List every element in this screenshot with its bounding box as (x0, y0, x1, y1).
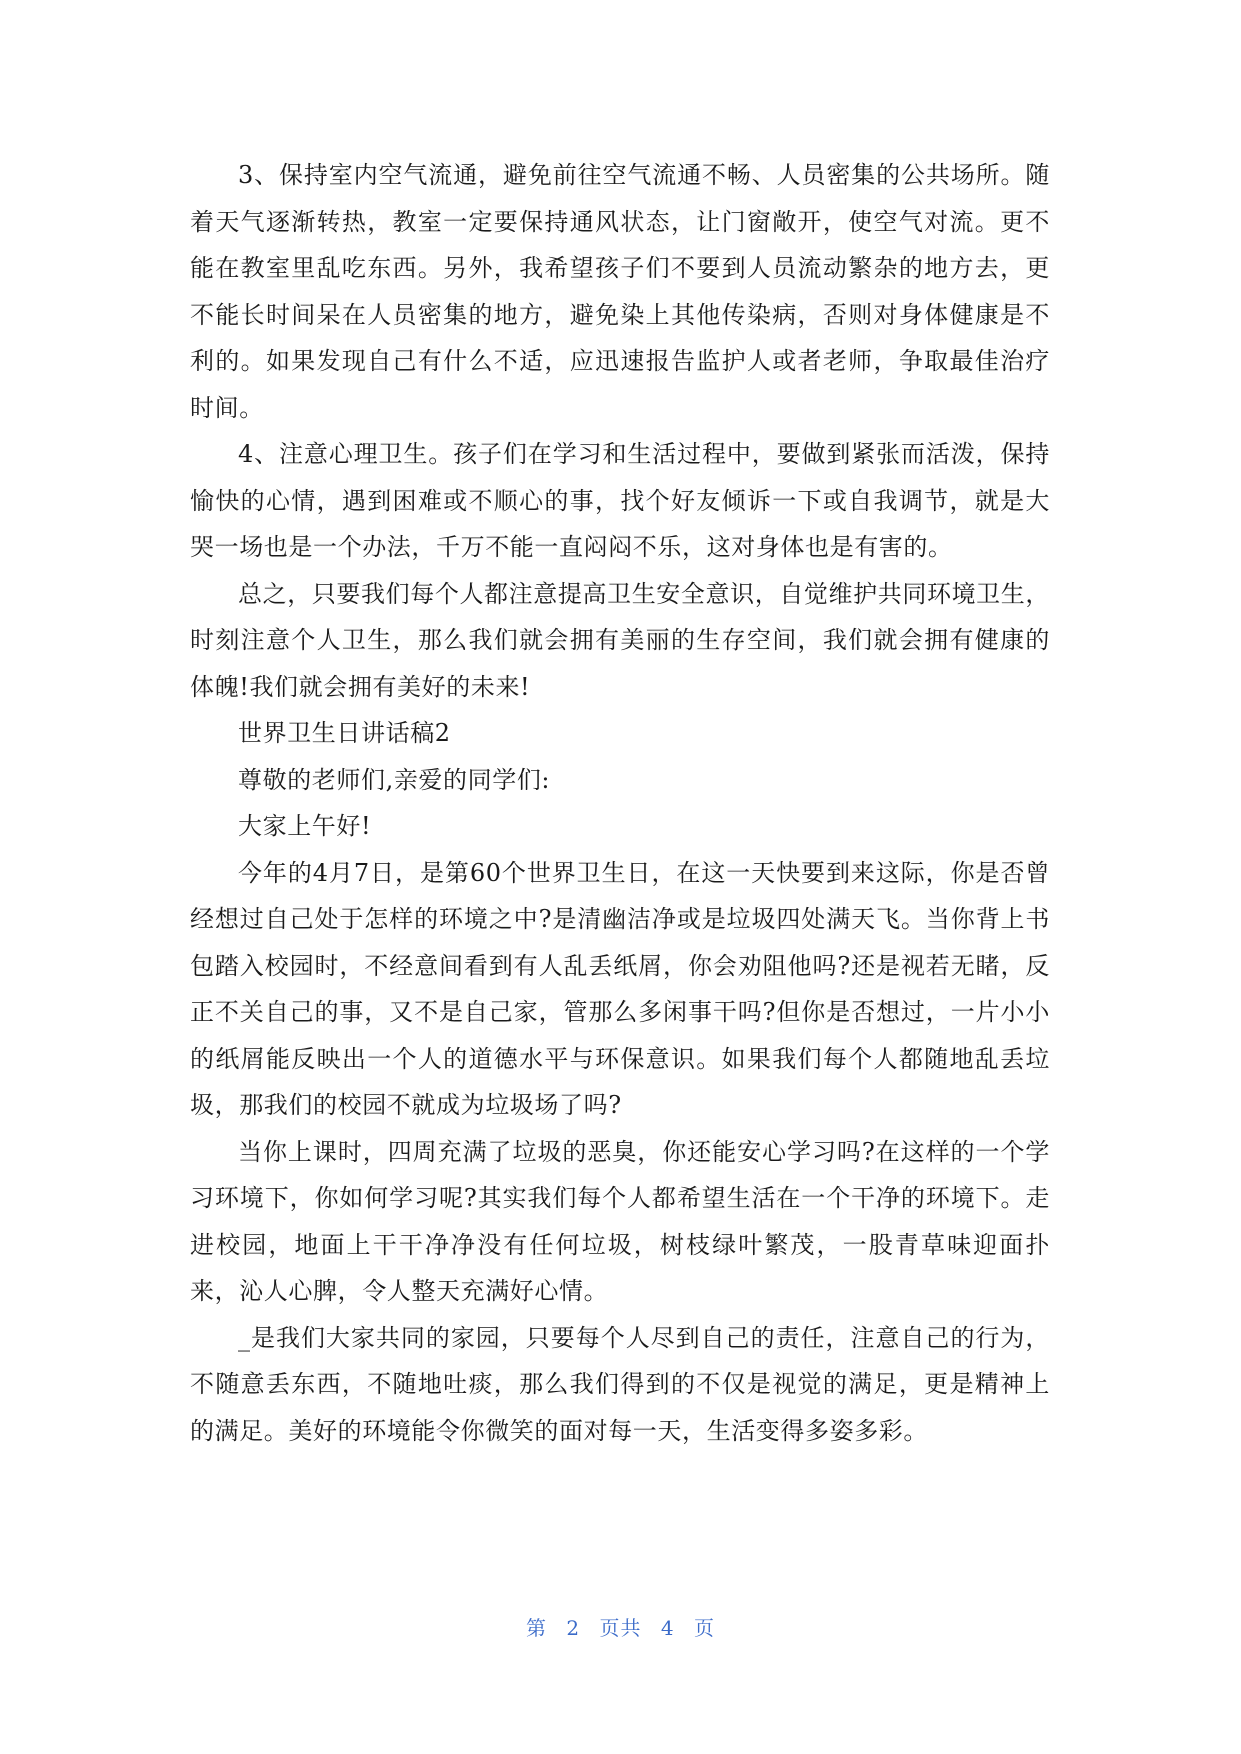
page-footer (0, 1612, 1241, 1641)
paragraph-conclusion: 总之，只要我们每个人都注意提高卫生安全意识，自觉维护共同环境卫生，时刻注意个人卫生，那么我们就会拥有美丽的生存空间，我们就会拥有健康的体魄!我们就会拥有美好的未来! (190, 579, 1050, 701)
footer-total-pages: 4 (660, 1616, 675, 1640)
paragraph-ventilation: 3、保持室内空气流通，避免前往空气流通不畅、人员密集的公共场所。随着天气逐渐转热，教室一定要保持通风状态，让门窗敞开，使空气对流。更不能在教室里乱吃东西。另外，我希望孩子们不要到人员流动繁杂的地方去，更不能长时间呆在人员密集的地方，避免染上其他传染病，否则对身体健康是不利的。如果发现自己有什么不适，应迅速报告监护人或者老师，争取最佳治疗时间。 (190, 161, 1050, 422)
footer-suffix: 页 (693, 1616, 715, 1640)
paragraph-mental-health: 4、注意心理卫生。孩子们在学习和生活过程中，要做到紧张而活泼，保持愉快的心情，遇到困难或不顺心的事，找个好友倾诉一下或自我调节，就是大哭一场也是一个办法，千万不能一直闷闷不乐，这对身体也是有害的。 (190, 440, 1050, 561)
salutation: 尊敬的老师们,亲爱的同学们: (238, 765, 551, 794)
paragraph-shared-home: _是我们大家共同的家园，只要每个人尽到自己的责任，注意自己的行为，不随意丢东西，不随地吐痰，那么我们得到的不仅是视觉的满足，更是精神上的满足。美好的环境能令你微笑的面对每一天，生活变得多姿多彩。 (190, 1323, 1050, 1445)
document-body (190, 152, 1050, 1454)
paragraph-classroom: 当你上课时，四周充满了垃圾的恶臭，你还能安心学习吗?在这样的一个学习环境下，你如何学习呢?其实我们每个人都希望生活在一个干净的环境下。走进校园，地面上干干净净没有任何垃圾，树枝绿叶繁茂，一股青草味迎面扑来，沁人心脾，令人整天充满好心情。 (190, 1137, 1050, 1305)
paragraph-world-health-day: 今年的4月7日，是第60个世界卫生日，在这一天快要到来这际，你是否曾经想过自己处于怎样的环境之中?是清幽洁净或是垃圾四处满天飞。当你背上书包踏入校园时，不经意间看到有人乱丢纸屑，你会劝阻他吗?还是视若无睹，反正不关自己的事，又不是自己家，管那么多闲事干吗?但你是否想过，一片小小的纸屑能反映出一个人的道德水平与环保意识。如果我们每个人都随地乱丢垃圾，那我们的校园不就成为垃圾场了吗? (190, 858, 1050, 1119)
footer-current-page: 2 (566, 1616, 581, 1640)
greeting: 大家上午好! (238, 812, 372, 840)
footer-prefix: 第 (526, 1616, 548, 1640)
footer-middle: 页共 (599, 1616, 642, 1640)
section-title: 世界卫生日讲话稿2 (238, 719, 451, 747)
